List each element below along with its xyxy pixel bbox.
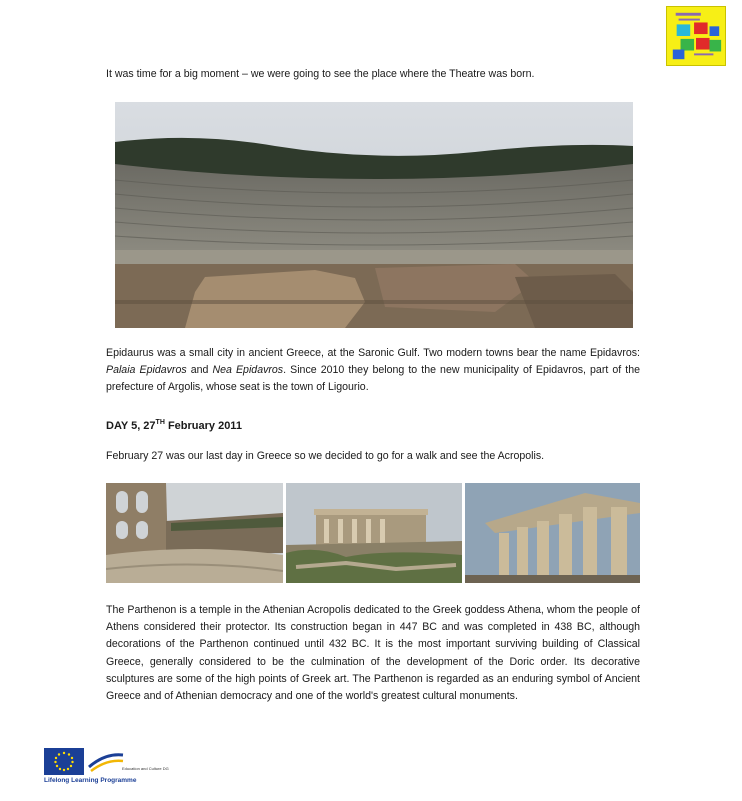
day-heading <box>106 414 242 435</box>
day-heading-rest: February 2011 <box>164 420 242 432</box>
ancient-theatre-epidaurus-photo <box>115 102 633 328</box>
education-culture-text: Education and Culture DG <box>122 766 169 771</box>
day-heading-ordinal: TH <box>155 419 165 426</box>
epidaurus-paragraph <box>106 345 640 397</box>
town-palaia-epidavros: Palaia Epidavros <box>106 364 187 377</box>
llp-swoosh-icon <box>87 749 125 773</box>
town-nea-epidavros: Nea Epidavros <box>212 364 284 377</box>
odeon-herodes-atticus-photo <box>106 483 283 583</box>
parthenon-columns-photo <box>465 483 640 583</box>
puzzle-logo-icon <box>666 6 726 66</box>
lifelong-learning-logo <box>44 748 168 784</box>
epidaurus-text-part1: Epidaurus was a small city in ancient Greece, at the Saronic Gulf. Two modern towns bear the name Epidavros: <box>106 347 640 359</box>
february-sentence: February 27 was our last day in Greece so we decided to go for a walk and see the Acropolis. <box>106 450 545 462</box>
lifelong-learning-programme-text: Lifelong Learning Programme <box>44 777 137 784</box>
parthenon-paragraph: The Parthenon is a temple in the Athenian Acropolis dedicated to the Greek goddess Athena, whom the people of Athens considered their protector. Its construction began in 447 BC and was completed in 438 BC, although decorations of the Parthenon continued until 432 BC. It is the most important surviving building of Classical Greece, generally considered to be the culmination of the development of the Doric order. Its decorative sculptures are some of the high points of Greek art. The Parthenon is regarded as an enduring symbol of Ancient Greece and of Athenian democracy and one of the world's greatest cultural monuments. <box>106 604 640 703</box>
epidaurus-text-part2: . Since 2010 they belong to the new municipality of Epidavros, part of the prefecture of Argolis, whose seat is the town of Ligourio. <box>106 364 641 394</box>
eu-flag-icon <box>44 748 84 775</box>
day-heading-prefix: DAY 5, 27 <box>106 420 156 432</box>
intro-sentence: It was time for a big moment – we were going to see the place where the Theatre was born. <box>106 68 535 80</box>
epidaurus-text-and: and <box>186 364 213 377</box>
erechtheion-photo <box>286 483 462 583</box>
